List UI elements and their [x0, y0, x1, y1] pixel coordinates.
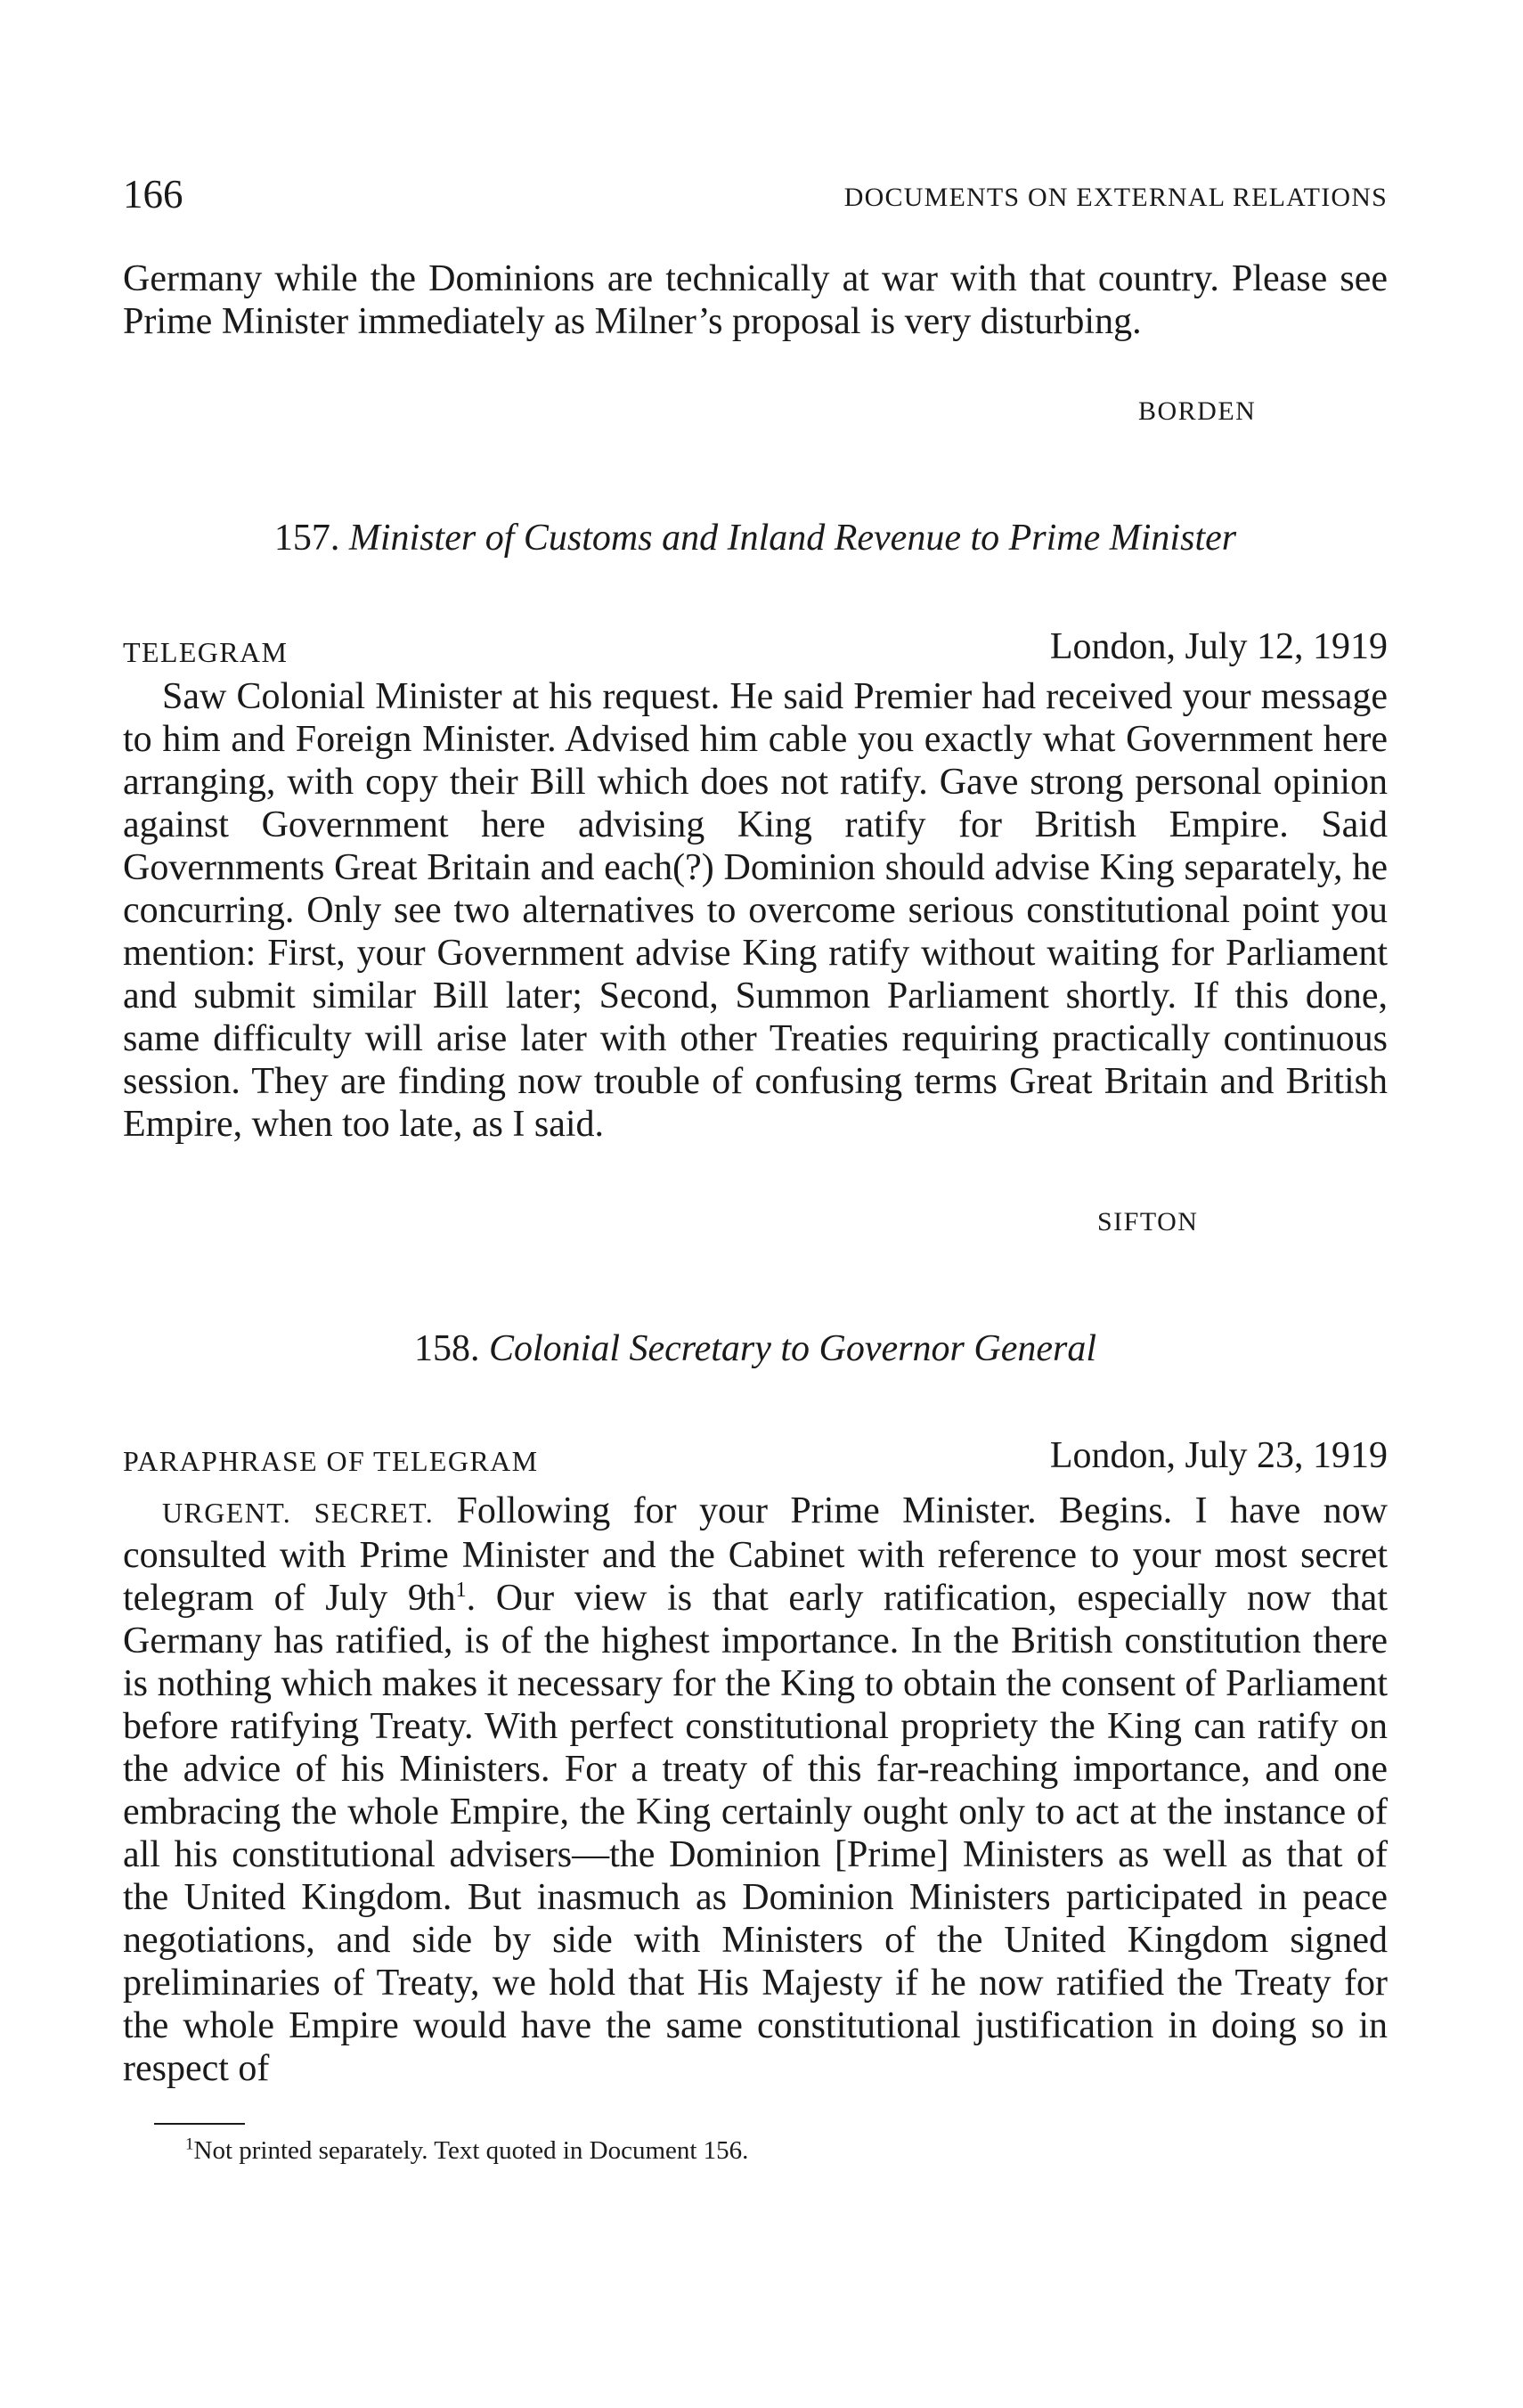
doc157-paragraph: Saw Colonial Minister at his request. He said Premier had received your message to him and Foreign Minister. Advised him cable you exactly what Government here arranging, with copy their Bill which does not ratify. Gave strong personal opinion against Government here advising King ratify for British Empire. Said Governments Great Britain and each(?) Dominion should advise King separately, he concurring. Only see two alternatives to overcome serious constitutional point you mention: First, your Government advise King ratify without waiting for Parliament and submit similar Bill later; Second, Summon Parliament shortly. If this done, same difficulty will arise later with other Treaties requiring practically continuous session. They are finding now trouble of confusing terms Great Britain and British Empire, when too late, as I said.	[123, 676, 1388, 1145]
doc157-type: TELEGRAM	[123, 636, 289, 668]
doc158-type: PARAPHRASE OF TELEGRAM	[123, 1445, 539, 1477]
running-head	[123, 167, 1388, 221]
footnote-reference: 1	[455, 1579, 467, 1602]
doc157-body	[123, 675, 1388, 1146]
doc158-paragraph	[123, 1490, 1388, 2090]
signature-borden: BORDEN	[1138, 396, 1257, 426]
footnote-divider	[154, 2123, 245, 2125]
signature-sifton: SIFTON	[1097, 1207, 1199, 1237]
doc158-title: Colonial Secretary to Governor General	[489, 1328, 1096, 1369]
doc158-number: 158.	[414, 1328, 480, 1369]
doc157-meta	[123, 625, 1388, 672]
footnote-marker: 1	[185, 2135, 194, 2154]
doc157-number: 157.	[273, 518, 340, 559]
label-secret: SECRET.	[314, 1497, 435, 1529]
doc157-dateline: London, July 12, 1919	[1049, 626, 1388, 667]
label-urgent: URGENT.	[162, 1497, 292, 1529]
doc158-text-rest: . Our view is that early ratification, especially now that Germany has ratified, is of the highest importance. In the British constitution there is nothing which makes it necessary for the King to obtain the consent of Parliament before ratifying Treaty. With perfect constitutional propriety the King can ratify on the advice of his Ministers. For a treaty of this far-reaching importance, and one embracing the whole Empire, the King certainly ought only to act at the instance of all his constitutional advisers—the Dominion [Prime] Ministers as well as that of the United Kingdom. But inasmuch as Dominion Ministers participated in peace negotiations, and side by side with Ministers of the United Kingdom signed preliminaries of Treaty, we hold that His Majesty if he now ratified the Treaty for the whole Empire would have the same constitutional justification in doing so in respect of	[123, 1578, 1388, 2089]
continuation-paragraph: Germany while the Dominions are technically at war with that country. Please see Prime Minister immediately as Milner’s proposal is very disturbing.	[123, 258, 1388, 342]
page-number: 166	[123, 172, 183, 216]
doc158-body	[123, 1490, 1388, 2090]
doc158-meta	[123, 1434, 1388, 1481]
doc157-heading	[123, 515, 1388, 561]
footnote-text: Not printed separately. Text quoted in Document 156.	[193, 2136, 749, 2165]
doc158-text-start: Following for your Prime Minister. Begins. I have now consulted with Prime Minister and the Cabinet with reference to your most secret telegram of July 9th	[123, 1490, 1389, 1619]
doc157-title: Minister of Customs and Inland Revenue to Prime Minister	[348, 518, 1237, 559]
continuation-section	[123, 257, 1388, 343]
running-head-title: DOCUMENTS ON EXTERNAL RELATIONS	[843, 183, 1388, 212]
doc158-dateline: London, July 23, 1919	[1049, 1435, 1388, 1476]
footnote	[185, 2133, 748, 2168]
doc158-heading	[123, 1326, 1388, 1372]
